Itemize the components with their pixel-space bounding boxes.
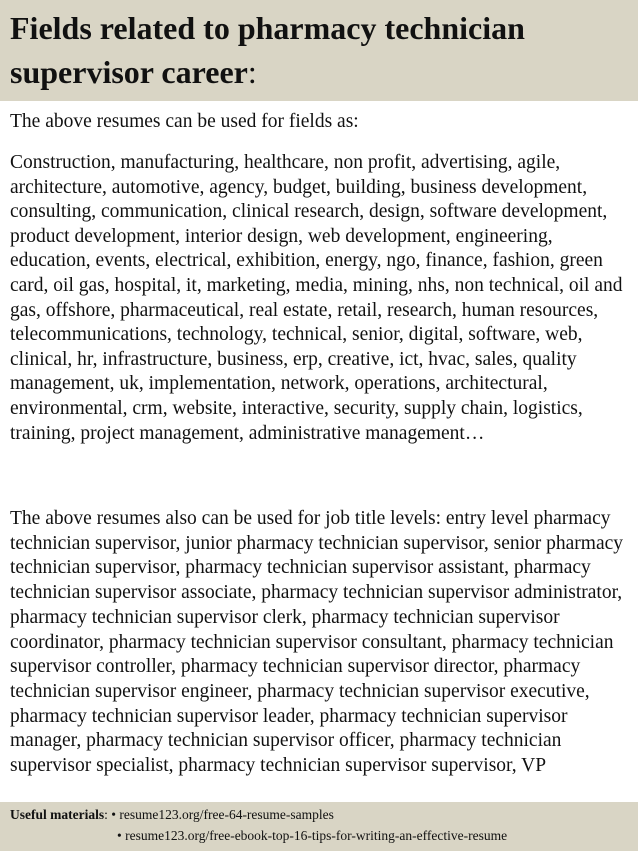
bullet-icon: •: [111, 807, 116, 822]
ebook-tips-link[interactable]: resume123.org/free-ebook-top-16-tips-for-writing-an-effective-resume: [125, 828, 508, 843]
label-separator: :: [104, 807, 112, 822]
job-levels-section: [0, 502, 638, 802]
footer-row-2: [117, 826, 507, 845]
useful-materials-footer: [0, 802, 638, 851]
title-banner: [0, 0, 638, 101]
page-title-colon: :: [247, 54, 257, 90]
page-title-text: Fields related to pharmacy technician supervisor career: [10, 10, 525, 90]
fields-list-paragraph: Construction, manufacturing, healthcare, non profit, advertising, agile, architecture, automotive, agency, budget, building, business development, consulting, communication, clinical research, design, software development, product development, interior design, web development, engineering, education, events, electrical, exhibition, energy, ngo, finance, fashion, green card, oil gas, hospital, it, marketing, media, mining, nhs, non technical, oil and gas, offshore, pharmaceutical, real estate, retail, research, human resources, telecommunications, technology, technical, senior, digital, software, web, clinical, hr, infrastructure, business, erp, creative, ict, hvac, sales, quality management, uk, implementation, network, operations, architectural, environmental, crm, website, interactive, security, supply chain, logistics, training, project management, administrative management…: [10, 152, 623, 444]
job-levels-paragraph: The above resumes also can be used for job title levels: entry level pharmacy technician supervisor, junior pharmacy technician supervisor, senior pharmacy technician supervisor, pharmacy technician supervisor assistant, pharmacy technician supervisor associate, pharmacy technician supervisor administrator, pharmacy technician supervisor clerk, pharmacy technician supervisor coordinator, pharmacy technician supervisor consultant, pharmacy technician supervisor controller, pharmacy technician supervisor director, pharmacy technician supervisor engineer, pharmacy technician supervisor executive, pharmacy technician supervisor leader, pharmacy technician supervisor manager, pharmacy technician supervisor officer, pharmacy technician supervisor specialist, pharmacy technician supervisor supervisor, VP: [10, 508, 624, 777]
resume-samples-link[interactable]: resume123.org/free-64-resume-samples: [119, 807, 334, 822]
bullet-icon: •: [117, 828, 122, 843]
useful-materials-label: Useful materials: [10, 807, 105, 822]
footer-row-1: [10, 805, 334, 824]
fields-intro: The above resumes can be used for fields as:: [10, 111, 359, 132]
page-title: [10, 6, 630, 94]
